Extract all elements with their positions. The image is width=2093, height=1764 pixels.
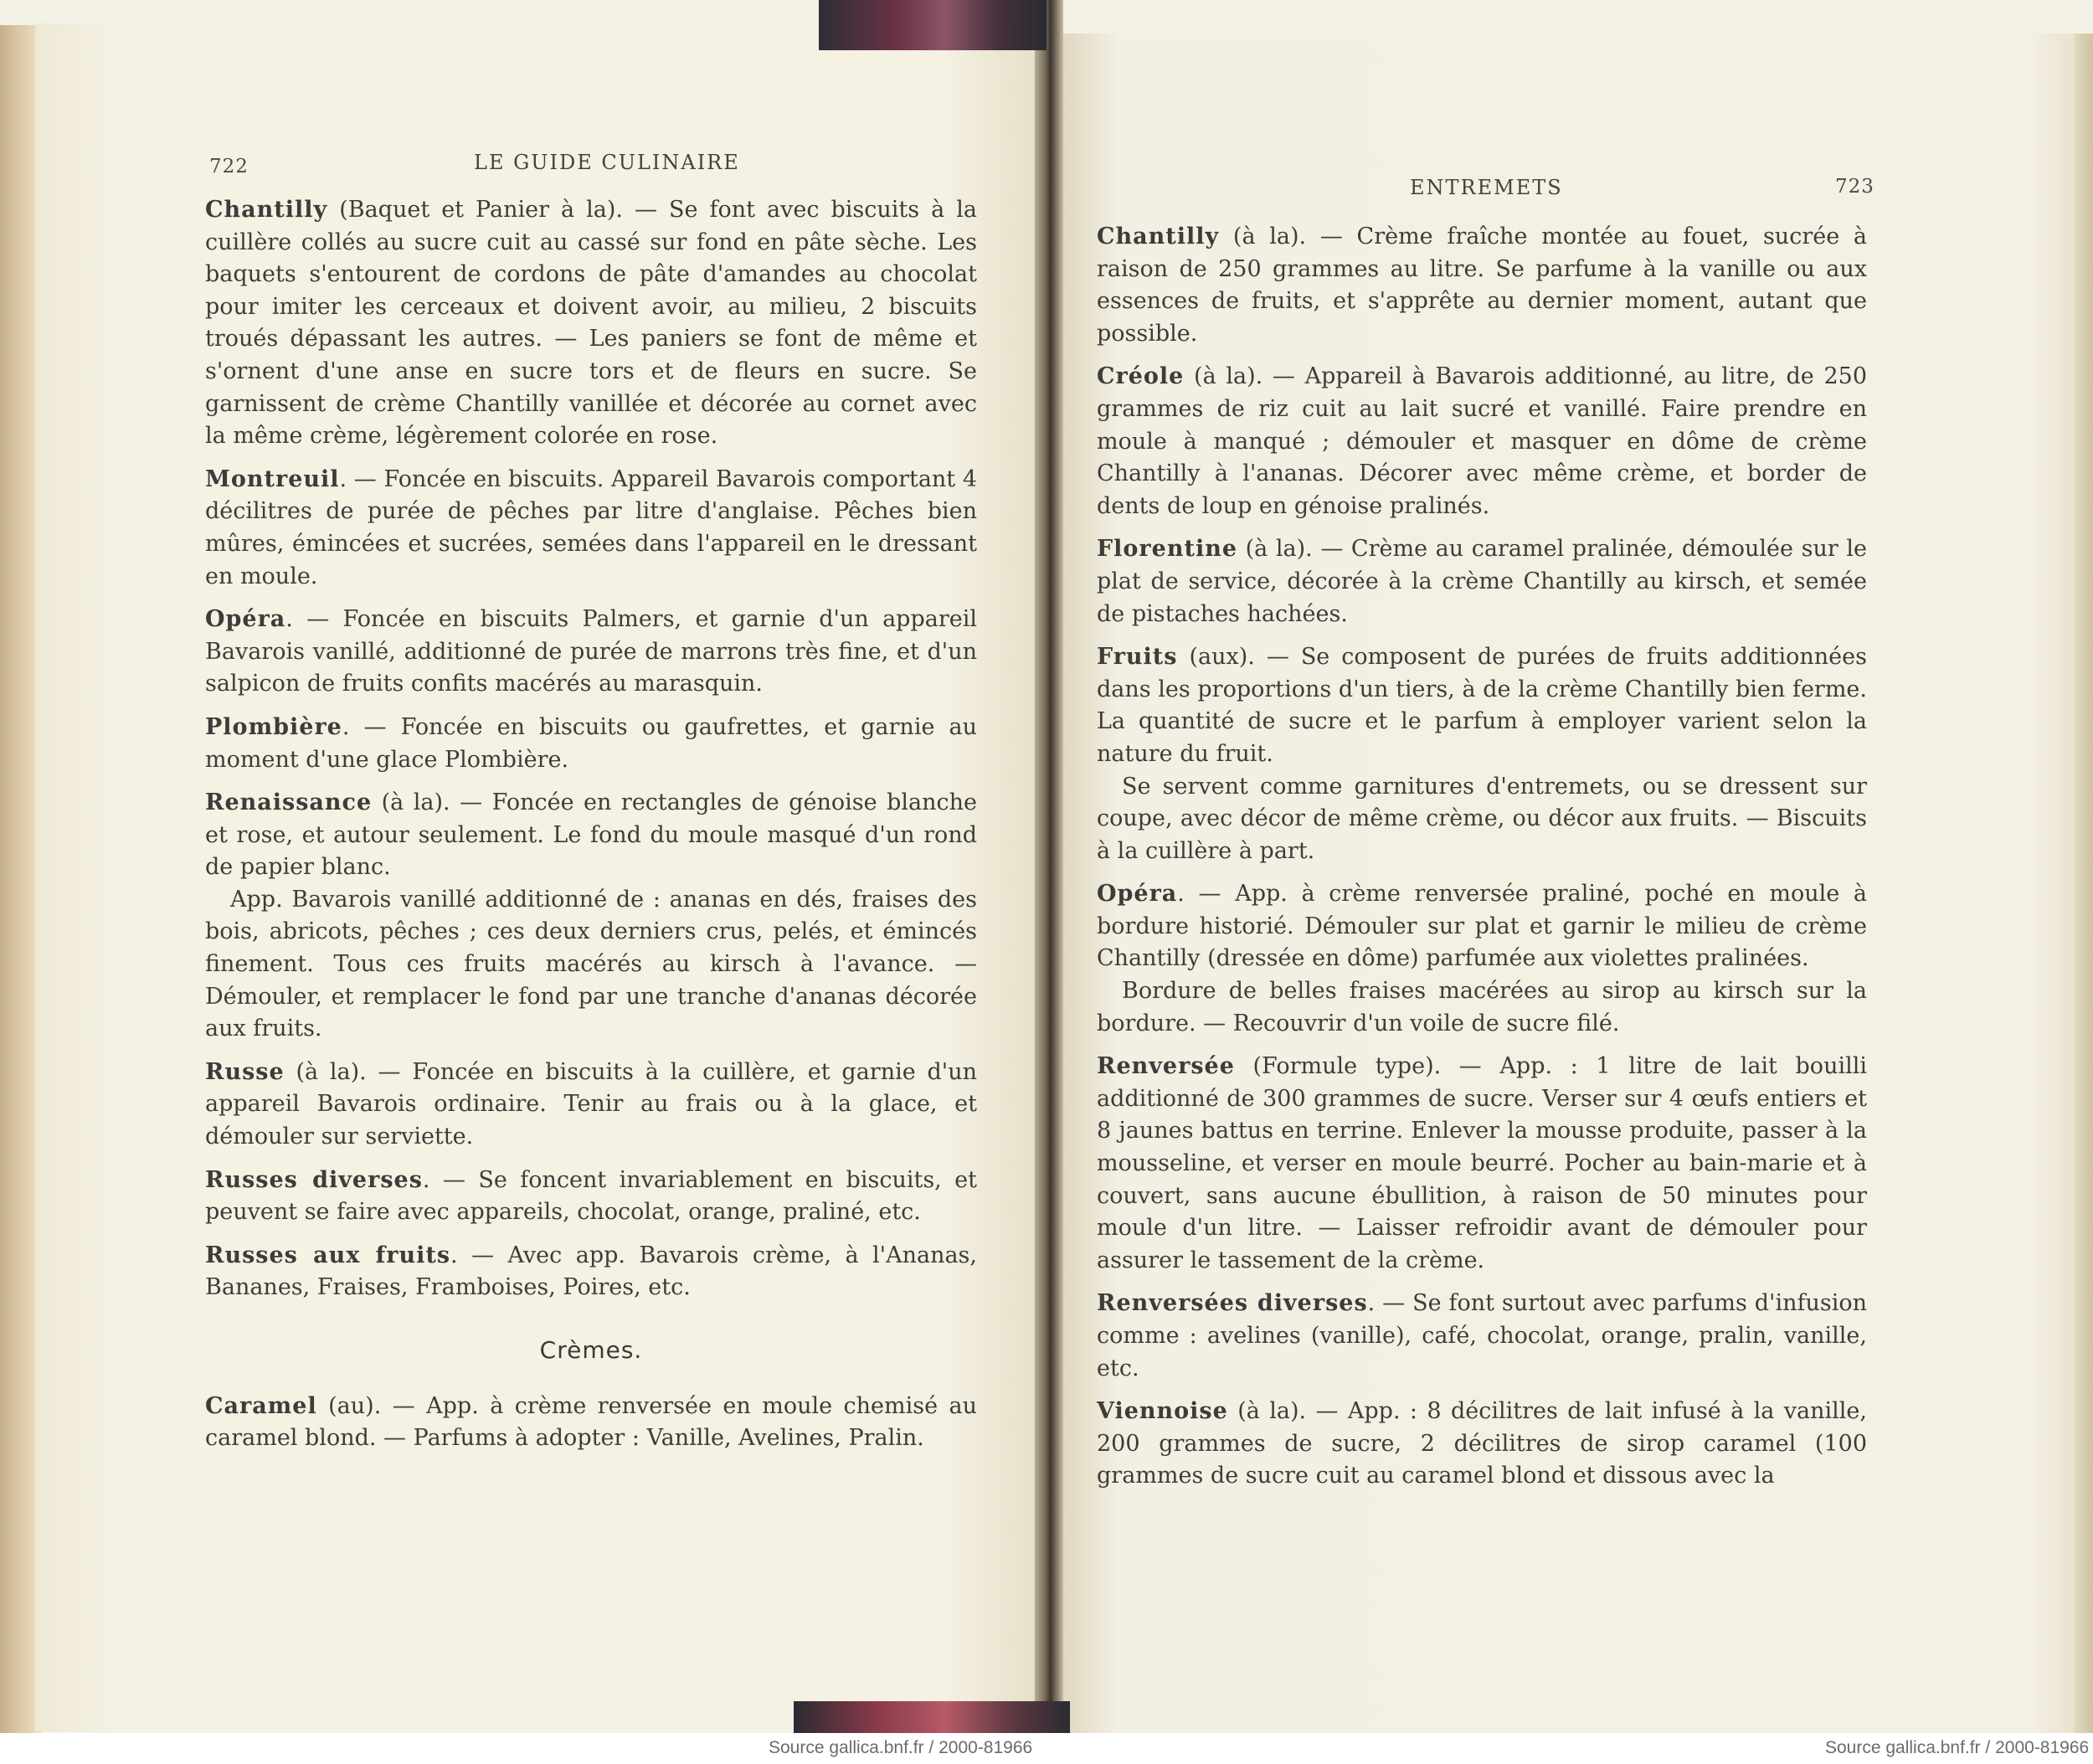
entry-term: Montreuil — [205, 465, 340, 492]
entry-term: Opéra — [1097, 881, 1178, 908]
entry-opera-continued — [1097, 975, 1867, 1040]
entry-term: Fruits — [1097, 644, 1178, 671]
entry-term: Viennoise — [1097, 1398, 1228, 1425]
left-page-text — [205, 194, 977, 1455]
left-page-number: 722 — [209, 156, 249, 177]
entry-text: (à la). — App. : 8 décilitres de lait infusé à la vanille, 200 grammes de sucre, 2 décilitres de sirop caramel (100 grammes de sucre cuit au caramel blond et dissous avec la — [1097, 1398, 1867, 1489]
entry-term: Russes aux fruits — [205, 1242, 451, 1268]
bookmark-ribbon-top — [819, 0, 1046, 50]
entry-text: . — Foncée en biscuits ou gaufrettes, et garnie au moment d'une glace Plombière. — [205, 713, 977, 773]
entry-renaissance-continued — [205, 884, 977, 1046]
entry-term: Opéra — [205, 606, 286, 633]
entry-text: Se servent comme garnitures d'entremets, ou se dressent sur coupe, avec décor de même crème, ou décor aux fruits. — Biscuits à la cuillère à part. — [1097, 773, 1867, 864]
entry-text: (Formule type). — App. : 1 litre de lait bouilli additionné de 300 grammes de sucre. Verser sur 4 œufs entiers et 8 jaunes battus en terrine. Enlever la mousse produite, passer à la mousseline, et verser en moule beurré. Pocher au bain-marie et à couvert, sans aucune ébullition, à raison de 50 minutes pour moule d'un litre. — Laisser refroidir avant de démouler pour assurer le tassement de la crème. — [1097, 1053, 1867, 1273]
entry-russes-diverses — [205, 1165, 977, 1229]
entry-term: Florentine — [1097, 536, 1238, 563]
right-page-text — [1097, 221, 1867, 1493]
entry-text: (à la). — Foncée en rectangles de génoise blanche et rose, et autour seulement. Le fond du moule masqué d'un rond de papier blanc. — [205, 789, 977, 881]
entry-text: Bordure de belles fraises macérées au sirop au kirsch sur la bordure. — Recouvrir d'un voile de sucre filé. — [1097, 978, 1867, 1036]
entry-opera — [205, 604, 977, 701]
right-page-number: 723 — [1835, 176, 1874, 198]
entry-creole — [1097, 361, 1867, 522]
entry-text: . — Foncée en biscuits. Appareil Bavarois comportant 4 décilitres de purée de pêches par litre d'anglaise. Pêches bien mûres, émincées et sucrées, semées dans l'appareil en le dressant en moule. — [205, 465, 977, 589]
entry-florentine — [1097, 533, 1867, 630]
entry-montreuil — [205, 464, 977, 593]
right-running-head: ENTREMETS — [1410, 176, 1563, 199]
entry-renaissance — [205, 787, 977, 884]
entry-text: . — Se foncent invariablement en biscuits, et peuvent se faire avec appareils, chocolat, orange, praliné, etc. — [205, 1166, 978, 1226]
entry-caramel — [205, 1391, 977, 1455]
entry-term: Caramel — [205, 1392, 317, 1419]
entry-term: Russes diverses — [205, 1166, 423, 1193]
entry-renversee — [1097, 1051, 1867, 1277]
entry-chantilly — [1097, 221, 1867, 350]
entry-fruits — [1097, 641, 1867, 770]
entry-plombiere — [205, 712, 977, 776]
entry-term: Renversées diverses — [1097, 1290, 1368, 1317]
entry-russes-aux-fruits — [205, 1240, 977, 1304]
entry-text: (à la). — Appareil à Bavarois additionné, au litre, de 250 grammes de riz cuit au lait sucré et vanillé. Faire prendre en moule à manqué ; démouler et masquer en dôme de crème Chantilly à l'ananas. Décorer avec même crème, et border de dents de loup en génoise pralinés. — [1097, 363, 1867, 519]
entry-text: . — App. à crème renversée praliné, poché en moule à bordure historié. Démouler sur plat et garnir le milieu de crème Chantilly (dressée en dôme) parfumée aux violettes pralinées. — [1097, 881, 1867, 972]
entry-term: Chantilly — [1097, 224, 1220, 249]
entry-opera-creme — [1097, 878, 1867, 975]
entry-term: Renaissance — [205, 789, 373, 816]
entry-term: Russe — [205, 1058, 285, 1085]
entry-russe — [205, 1057, 977, 1154]
entry-text: (à la). — Foncée en biscuits à la cuillère, et garnie d'un appareil Bavarois ordinaire. Tenir au frais ou à la glace, et démouler sur serviette. — [205, 1058, 977, 1150]
entry-chantilly-baquet — [205, 194, 977, 453]
entry-fruits-continued — [1097, 771, 1867, 868]
entry-text: . — Se font surtout avec parfums d'infusion comme : avelines (vanille), café, chocolat, orange, pralin, vanille, etc. — [1097, 1290, 1867, 1381]
source-credit-right: Source gallica.bnf.fr / 2000-81966 — [1825, 1738, 2090, 1757]
source-credit-left: Source gallica.bnf.fr / 2000-81966 — [769, 1738, 1033, 1757]
entry-renversees-diverses — [1097, 1288, 1867, 1385]
section-title: Crèmes. — [539, 1336, 643, 1364]
entry-text: . — Foncée en biscuits Palmers, et garnie d'un appareil Bavarois vanillé, additionné de purée de marrons très fine, et d'un salpicon de fruits confits macérés au marasquin. — [205, 606, 977, 697]
entry-text: . — Avec app. Bavarois crème, à l'Ananas, Bananes, Fraises, Framboises, Poires, etc. — [205, 1242, 977, 1301]
entry-text: (Baquet et Panier à la). — Se font avec biscuits à la cuillère collés au sucre cuit au cassé sur fond en pâte sèche. Les baquets s'entourent de cordons de pâte d'amandes au chocolat pour imiter les cerceaux et doivent avoir, au milieu, 2 biscuits troués dépassant les autres. — Les paniers se font de même et s'ornent d'une anse en sucre tors et de fleurs en sucre. Se garnissent de crème Chantilly vanillée et décorée au cornet avec la même crème, légèrement colorée en rose. — [205, 197, 977, 450]
book-gutter — [1035, 0, 1063, 1733]
entry-text: App. Bavarois vanillé additionné de : ananas en dés, fraises des bois, abricots, pêches ; ces deux derniers crus, pelés, et émincés finement. Tous ces fruits macérés au kirsch à l'avance. — Démouler, et remplacer le fond par une tranche d'ananas décorée aux fruits. — [205, 886, 977, 1042]
entry-text: (à la). — Crème au caramel pralinée, démoulée sur le plat de service, décorée à la crème Chantilly au kirsch, et semée de pistaches hachées. — [1097, 536, 1867, 627]
entry-term: Plombière — [205, 713, 342, 740]
entry-text: (aux). — Se composent de purées de fruits additionnées dans les proportions d'un tiers, à de la crème Chantilly bien ferme. La quantité de sucre et le parfum à employer varient selon la nature du fruit. — [1097, 644, 1867, 767]
entry-viennoise — [1097, 1396, 1867, 1493]
entry-term: Chantilly — [205, 197, 328, 223]
entry-term: Renversée — [1097, 1053, 1235, 1080]
left-running-head: LE GUIDE CULINAIRE — [474, 151, 740, 174]
entry-term: Créole — [1097, 363, 1185, 390]
entry-text: (au). — App. à crème renversée en moule chemisé au caramel blond. — Parfums à adopter : Vanille, Avelines, Pralin. — [205, 1392, 977, 1452]
bookmark-ribbon-bottom — [794, 1701, 1070, 1733]
page-edges-right — [2075, 33, 2093, 1733]
entry-text: (à la). — Crème fraîche montée au fouet, sucrée à raison de 250 grammes au litre. Se parfume à la vanille ou aux essences de fruits, et s'apprête au dernier moment, autant que possible. — [1097, 224, 1867, 347]
